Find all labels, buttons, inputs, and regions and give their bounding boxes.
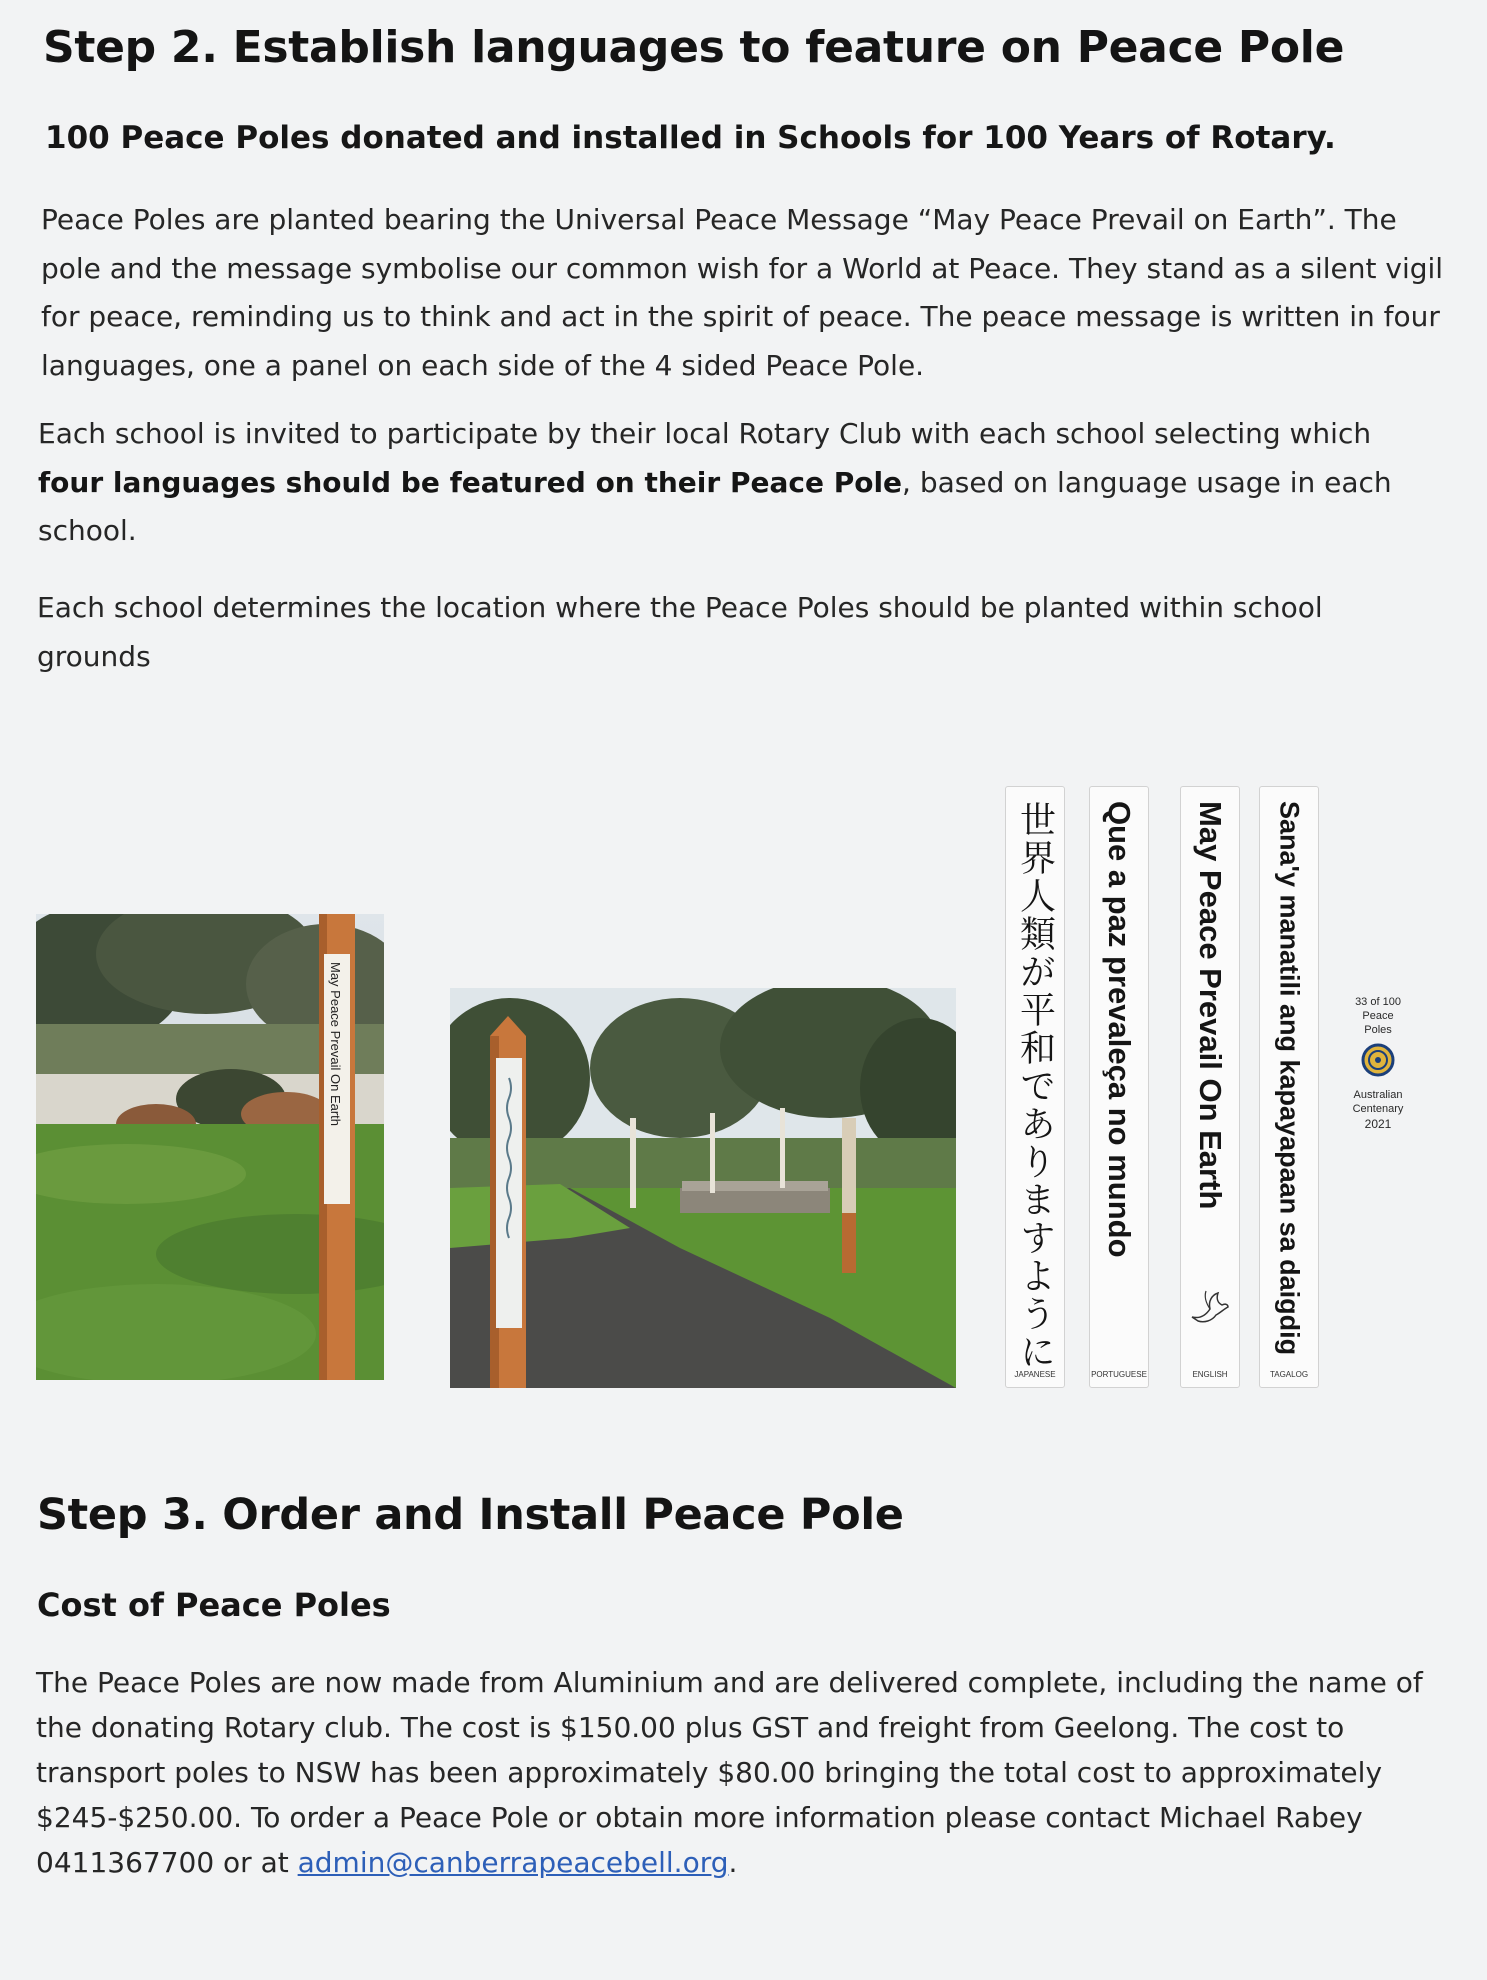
panel-language-label: ENGLISH — [1192, 1370, 1228, 1379]
panel-english — [1180, 786, 1240, 1388]
para2-text-start: Each school is invited to participate by their local Rotary Club with each school selecting which — [38, 417, 1372, 450]
para2-text-end: , based on language usage in each school. — [38, 465, 1392, 547]
step3-text-end: . — [728, 1846, 738, 1879]
panel-tagalog — [1259, 786, 1319, 1388]
step2-subheading: 100 Peace Poles donated and installed in Schools for 100 Years of Rotary. — [45, 120, 1336, 156]
badge-poles: Poles — [1364, 1024, 1392, 1036]
panel-language-label: PORTUGUESE — [1091, 1370, 1147, 1379]
badge-peace: Peace — [1362, 1010, 1394, 1022]
peace-pole-panels — [1005, 786, 1325, 1390]
badge-australian: Australian — [1353, 1089, 1403, 1101]
panel-language-label: TAGALOG — [1269, 1370, 1309, 1379]
panel-language-label: JAPANESE — [1014, 1370, 1056, 1379]
step2-heading: Step 2. Establish languages to feature on Peace Pole — [43, 22, 1345, 73]
badge-count: 33 of 100 — [1355, 996, 1401, 1008]
panel-message: 世界人類が平和でありますように — [1014, 801, 1056, 1371]
photo-2-scene — [450, 988, 956, 1388]
step3-subheading: Cost of Peace Poles — [37, 1586, 391, 1624]
peace-pole-photo-1 — [36, 914, 384, 1380]
badge-centenary: Centenary — [1352, 1103, 1404, 1115]
step2-paragraph-1: Peace Poles are planted bearing the Universal Peace Message “May Peace Prevail on Earth”. The pole and the message symbolise our common wish for a World at Peace. They stand as a silent vigil for peace, reminding us to think and act in the spirit of peace. The peace message is written in four languages, one a panel on each side of the 4 sided Peace Pole. — [41, 203, 1444, 382]
step3-paragraph — [36, 1660, 1446, 1885]
para2-bold-text: four languages should be featured on their Peace Pole — [38, 465, 903, 499]
panel-japanese — [1005, 786, 1065, 1388]
badge-year: 2021 — [1364, 1117, 1392, 1131]
contact-email-link[interactable]: admin@canberrapeacebell.org — [297, 1846, 729, 1879]
rotary-wheel-icon — [1361, 1043, 1395, 1077]
pole-label-text: May Peace Prevail On Earth — [328, 962, 343, 1127]
step3-heading: Step 3. Order and Install Peace Pole — [37, 1490, 904, 1540]
panel-message: Sana'y manatili ang kapayapaan sa daigdig — [1274, 801, 1305, 1356]
centenary-badge — [1343, 995, 1413, 1132]
panel-message: May Peace Prevail On Earth — [1193, 801, 1228, 1210]
step2-paragraph-3: Each school determines the location where the Peace Poles should be planted within school grounds — [37, 591, 1323, 673]
peace-pole-photo-2 — [450, 988, 956, 1388]
step3-text: The Peace Poles are now made from Aluminium and are delivered complete, including the name of the donating Rotary club. The cost is $150.00 plus GST and freight from Geelong. The cost to transport poles to NSW has been approximately $80.00 bringing the total cost to approximately $245-$250.00. To order a Peace Pole or obtain more information please contact Michael Rabey 0411367700 or at — [36, 1666, 1423, 1879]
panel-portuguese — [1089, 786, 1149, 1388]
step2-paragraph-2 — [38, 410, 1438, 556]
dove-icon — [1188, 1289, 1232, 1329]
panel-message: Que a paz prevaleça no mundo — [1102, 801, 1137, 1258]
